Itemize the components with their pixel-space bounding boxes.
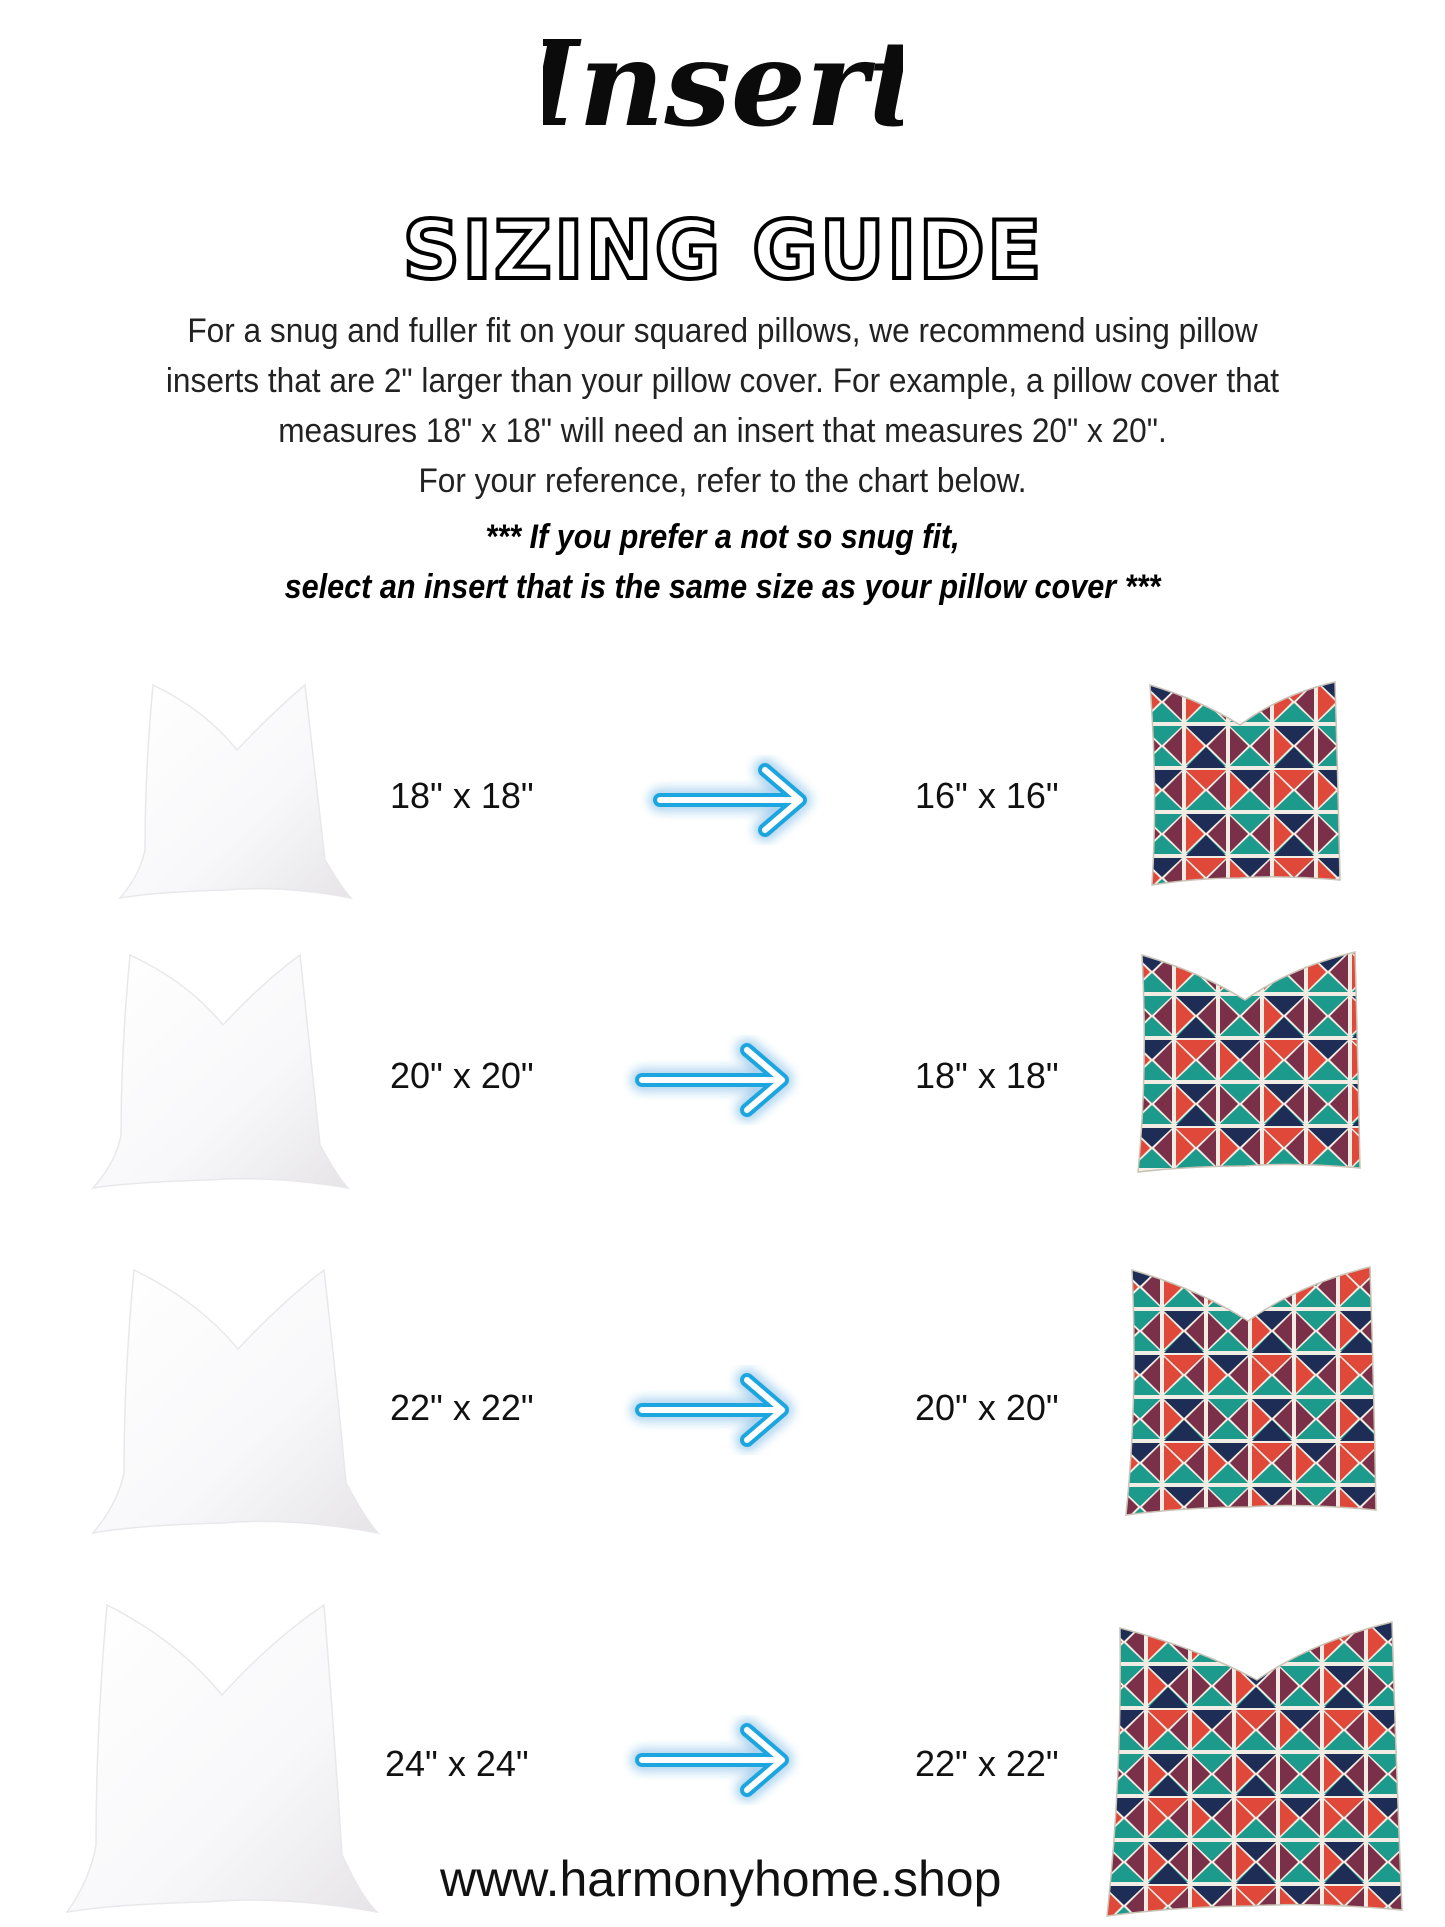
note-line: select an insert that is the same size as your pillow cover ***: [284, 568, 1161, 606]
neon-arrow-right-icon: [640, 755, 820, 845]
size-row-2: [0, 950, 1445, 1200]
sizing-guide-title: [0, 200, 1445, 290]
geometric-pillow-cover-icon: [1118, 1265, 1388, 1530]
intro-line: For a snug and fuller fit on your squared pillows, we recommend using pillow: [187, 312, 1258, 350]
white-pillow-insert-icon: [62, 1600, 382, 1920]
script-title: [0, 0, 1445, 170]
cover-size-label: 20" x 20": [915, 1387, 1059, 1428]
neon-arrow-right-icon: [622, 1035, 802, 1125]
website-url: www.harmonyhome.shop: [440, 1851, 1002, 1907]
cover-size-label: 18" x 18": [915, 1055, 1059, 1096]
intro-paragraph: [88, 306, 1357, 506]
insert-size-label: 22" x 22": [390, 1387, 534, 1428]
script-title-text: Insert: [542, 14, 903, 153]
outline-title-text: SIZING GUIDE: [402, 204, 1043, 290]
geometric-pillow-cover-icon: [1102, 1620, 1412, 1920]
white-pillow-insert-icon: [88, 950, 353, 1195]
intro-line: For your reference, refer to the chart below.: [418, 462, 1027, 500]
neon-arrow-right-icon: [622, 1365, 802, 1455]
intro-line: measures 18" x 18" will need an insert that measures 20" x 20".: [278, 412, 1167, 450]
size-row-3: [0, 1265, 1445, 1545]
note-line: *** If you prefer a not so snug fit,: [485, 518, 960, 556]
fit-note: [72, 512, 1373, 612]
white-pillow-insert-icon: [88, 1265, 383, 1540]
cover-size-label: 22" x 22": [915, 1743, 1059, 1784]
intro-line: inserts that are 2" larger than your pillow cover. For example, a pillow cover that: [165, 362, 1280, 400]
white-pillow-insert-icon: [115, 680, 355, 905]
geometric-pillow-cover-icon: [1140, 680, 1350, 895]
neon-arrow-right-icon: [622, 1715, 802, 1805]
insert-size-label: 20" x 20": [390, 1055, 534, 1096]
size-row-1: [0, 680, 1445, 910]
cover-size-label: 16" x 16": [915, 775, 1059, 816]
insert-size-label: 18" x 18": [390, 775, 534, 816]
insert-size-label: 24" x 24": [385, 1743, 529, 1784]
geometric-pillow-cover-icon: [1130, 950, 1370, 1185]
